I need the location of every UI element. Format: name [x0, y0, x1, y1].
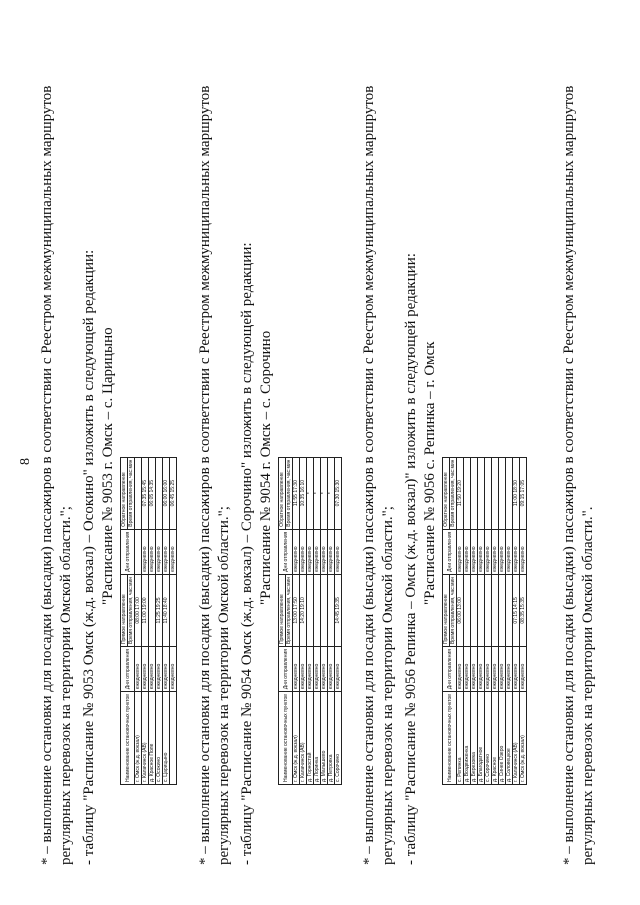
cell-stop: г. Калачинск (АВ) [142, 692, 149, 785]
table-row [335, 457, 342, 784]
cell-forward-time: 06:00 13:00 [457, 574, 464, 646]
table-row [513, 457, 520, 784]
col-header-stops: Наименование остановочных пунктов [443, 692, 457, 785]
table-row [492, 457, 499, 784]
cell-days: ежедневно [520, 529, 527, 574]
cell-return-time: 11:00 18:30 [513, 457, 520, 529]
cell-return-time: 06:45 15:25 [170, 457, 177, 529]
instruction-9054: - таблицу "Расписание № 9054 Омск (ж.д. вокзал) – Сорочино" изложить в следующей редакции: [239, 242, 255, 865]
cell-days: ежедневно [314, 647, 321, 692]
col-header-stops: Наименование остановочных пунктов [121, 692, 135, 785]
table-row [485, 457, 492, 784]
cell-stop: д. Горностай [307, 692, 314, 785]
cell-days: ежедневно [149, 529, 156, 574]
cell-days: ежедневно [335, 529, 342, 574]
cell-return-time [506, 457, 513, 529]
table-row [464, 457, 471, 784]
table-row [314, 457, 321, 784]
instruction-9053: - таблицу "Расписание № 9053 Омск (ж.д. вокзал) – Осокино" изложить в следующей редакции: [81, 249, 97, 865]
table-row [499, 457, 506, 784]
cell-forward-time: 07:15 14:15 [513, 574, 520, 646]
cell-days: ежедневно [457, 647, 464, 692]
table-row [321, 457, 328, 784]
table-row [307, 457, 314, 784]
subheader-return-time: Время отправления, час:мин [128, 457, 135, 529]
cell-stop: д. Красное [492, 692, 499, 785]
cell-days: ежедневно [300, 529, 307, 574]
cell-return-time [156, 457, 163, 529]
cell-forward-time: 08:35 15:35 [520, 574, 527, 646]
cell-days: ежедневно [293, 647, 300, 692]
table-row [506, 457, 513, 784]
cell-return-time: * [321, 457, 328, 529]
final-footnote: * – выполнение остановки для посадки (высадки) пассажиров в соответствии с Реестром межмуниципальных маршрутов регулярных перевозок на территории Омской области.". [561, 85, 596, 865]
col-header-return: Обратное направление [121, 457, 128, 529]
cell-forward-time [314, 574, 321, 646]
cell-stop: г. Омск (ж.д. вокзал) [135, 692, 142, 785]
cell-days: ежедневно [471, 647, 478, 692]
cell-return-time: * [314, 457, 321, 529]
subheader-return-time: Время отправления, час:мин [450, 457, 457, 529]
cell-days: ежедневно [506, 647, 513, 692]
cell-return-time [478, 457, 485, 529]
caption-9053: "Расписание № 9053 г. Омск – с. Царицыно [100, 327, 116, 605]
cell-forward-time [307, 574, 314, 646]
cell-stop: д. Лоринка [314, 692, 321, 785]
cell-days: ежедневно [314, 529, 321, 574]
cell-days: ежедневно [485, 529, 492, 574]
cell-stop: с. Сорочино [485, 692, 492, 785]
col-header-return: Обратное направление [443, 457, 450, 529]
cell-return-time [471, 457, 478, 529]
col-header-days-forward: Дни отправления [279, 647, 293, 692]
cell-stop: д. Воздвиженка [464, 692, 471, 785]
cell-days: ежедневно [464, 647, 471, 692]
cell-days: ежедневно [513, 647, 520, 692]
caption-9054: "Расписание № 9054 г. Омск – с. Сорочино [258, 330, 274, 605]
cell-stop: д. Березовка [471, 692, 478, 785]
cell-forward-time: 11:00 19:00 [142, 574, 149, 646]
table-row [149, 457, 156, 784]
cell-return-time: 06:05 14:35 [149, 457, 156, 529]
cell-stop [170, 692, 177, 785]
col-header-forward: Прямое направление [279, 574, 286, 646]
cell-forward-time: 11:25 19:25 [156, 574, 163, 646]
cell-return-time: 09:15 17:05 [520, 457, 527, 529]
cell-forward-time [464, 574, 471, 646]
table-row [156, 457, 163, 784]
cell-stop: г. Калачинск (АВ) [300, 692, 307, 785]
table-row [457, 457, 464, 784]
cell-stop: с. Репинка [457, 692, 464, 785]
schedule-table-9054 [278, 457, 342, 785]
cell-return-time: * [307, 457, 314, 529]
cell-forward-time: 13:00 17:50 [293, 574, 300, 646]
cell-days: ежедневно [513, 529, 520, 574]
cell-forward-time: 11:40 18:40 [163, 574, 170, 646]
table-row [293, 457, 300, 784]
subheader-return-time: Время отправления, час:мин [286, 457, 293, 529]
cell-return-time: 11:50 19:20 [457, 457, 464, 529]
cell-return-time: 10:35 16:10 [300, 457, 307, 529]
col-header-days-return: Дни отправления [279, 529, 293, 574]
cell-stop: д. Благодатное [478, 692, 485, 785]
cell-days: ежедневно [321, 647, 328, 692]
cell-forward-time [321, 574, 328, 646]
cell-stop: с. Сорочино [335, 692, 342, 785]
table-row [142, 457, 149, 784]
cell-days: ежедневно [293, 529, 300, 574]
footnote-3: * – выполнение остановки для посадки (высадки) пассажиров в соответствии с Реестром межмуниципальных маршрутов регулярных перевозок на территории Омской области."; [361, 85, 396, 865]
table-row [478, 457, 485, 784]
footnote-2: * – выполнение остановки для посадки (высадки) пассажиров в соответствии с Реестром межмуниципальных маршрутов регулярных перевозок на территории Омской области."; [197, 85, 232, 865]
cell-days: ежедневно [471, 529, 478, 574]
cell-days: ежедневно [328, 529, 335, 574]
cell-days: ежедневно [170, 529, 177, 574]
cell-return-time [464, 457, 471, 529]
table-header-row [279, 457, 286, 784]
cell-forward-time [478, 574, 485, 646]
subheader-forward-time: Время отправления, час:мин [286, 574, 293, 646]
cell-days: ежедневно [135, 647, 142, 692]
table-row [328, 457, 335, 784]
cell-return-time: 07:35 15:45 [142, 457, 149, 529]
cell-stop: г. Омск (ж.д. вокзал) [520, 692, 527, 785]
col-header-days-forward: Дни отправления [121, 647, 135, 692]
cell-stop: д. Красное Поле [149, 692, 156, 785]
cell-days: ежедневно [478, 647, 485, 692]
cell-forward-time [506, 574, 513, 646]
cell-forward-time [170, 574, 177, 646]
cell-days: ежедневно [499, 647, 506, 692]
cell-return-time: 07:30 15:30 [335, 457, 342, 529]
cell-stop: д. Соловецкое [506, 692, 513, 785]
table-row [300, 457, 307, 784]
cell-days: ежедневно [170, 647, 177, 692]
cell-days: ежедневно [335, 647, 342, 692]
cell-days: ежедневно [506, 529, 513, 574]
cell-forward-time [328, 574, 335, 646]
cell-days: ежедневно [478, 529, 485, 574]
cell-forward-time [499, 574, 506, 646]
cell-days: ежедневно [328, 647, 335, 692]
cell-forward-time: 14:45 19:35 [335, 574, 342, 646]
cell-stop: г. Калачинск (АВ) [513, 692, 520, 785]
cell-days: ежедневно [321, 529, 328, 574]
cell-return-time [492, 457, 499, 529]
schedule-table-9056 [442, 457, 527, 785]
cell-days: ежедневно [300, 647, 307, 692]
instruction-9056: - таблицу "Расписание № 9056 Репинка – Омск (ж.д. вокзал)" изложить в следующей редакции: [403, 253, 419, 865]
cell-days [135, 529, 142, 574]
table-row [170, 457, 177, 784]
cell-days: ежедневно [149, 647, 156, 692]
cell-return-time: 11:55 17:30 [293, 457, 300, 529]
cell-days: ежедневно [156, 647, 163, 692]
cell-days: ежедневно [163, 529, 170, 574]
subheader-forward-time: Время отправления, час:мин [450, 574, 457, 646]
cell-days: ежедневно [163, 647, 170, 692]
cell-days: ежедневно [464, 529, 471, 574]
caption-9056: "Расписание № 9056 с. Репинка – г. Омск [422, 341, 438, 605]
table-header-row [443, 457, 450, 784]
cell-days: ежедневно [457, 529, 464, 574]
col-header-stops: Наименование остановочных пунктов [279, 692, 293, 785]
col-header-forward: Прямое направление [121, 574, 128, 646]
cell-forward-time: 08:00 17:00 [135, 574, 142, 646]
col-header-forward: Прямое направление [443, 574, 450, 646]
page-number: 8 [18, 458, 33, 465]
table-header-row [121, 457, 128, 784]
cell-stop: д. Малышево [321, 692, 328, 785]
cell-days: ежедневно [520, 647, 527, 692]
cell-return-time [485, 457, 492, 529]
cell-stop: д. Синее Озеро [499, 692, 506, 785]
footnote-1: * – выполнение остановки для посадки (высадки) пассажиров в соответствии с Реестром межмуниципальных маршрутов регулярных перевозок на территории Омской области."; [39, 85, 74, 865]
cell-stop: д. Петровка [328, 692, 335, 785]
cell-stop: с. Царицыно [163, 692, 170, 785]
cell-forward-time [485, 574, 492, 646]
cell-days: ежедневно [307, 529, 314, 574]
cell-return-time: * [328, 457, 335, 529]
cell-return-time: 06:00 16:00 [163, 457, 170, 529]
schedule-table-9053 [120, 457, 177, 785]
table-row [163, 457, 170, 784]
table-row [471, 457, 478, 784]
cell-forward-time [492, 574, 499, 646]
cell-days: ежедневно [142, 647, 149, 692]
cell-forward-time: 14:20 19:10 [300, 574, 307, 646]
cell-days: ежедневно [492, 529, 499, 574]
cell-stop: г. Омск (ж.д. вокзал) [293, 692, 300, 785]
cell-days: ежедневно [499, 529, 506, 574]
cell-return-time [499, 457, 506, 529]
cell-days: ежедневно [492, 647, 499, 692]
col-header-days-return: Дни отправления [443, 529, 457, 574]
col-header-days-return: Дни отправления [121, 529, 135, 574]
col-header-days-forward: Дни отправления [443, 647, 457, 692]
cell-days: ежедневно [142, 529, 149, 574]
cell-stop: с. Осокино [156, 692, 163, 785]
cell-return-time [135, 457, 142, 529]
table-row [135, 457, 142, 784]
cell-days: ежедневно [485, 647, 492, 692]
cell-days: ежедневно [156, 529, 163, 574]
table-row [520, 457, 527, 784]
col-header-return: Обратное направление [279, 457, 286, 529]
cell-forward-time [471, 574, 478, 646]
cell-forward-time [149, 574, 156, 646]
cell-days: ежедневно [307, 647, 314, 692]
subheader-forward-time: Время отправления, час:мин [128, 574, 135, 646]
